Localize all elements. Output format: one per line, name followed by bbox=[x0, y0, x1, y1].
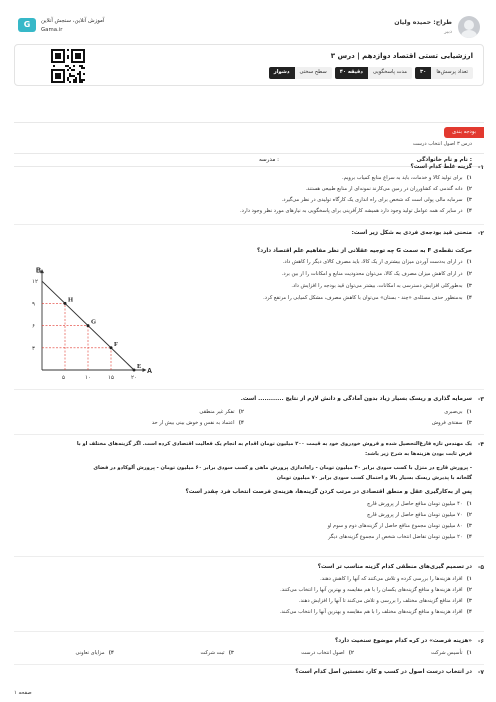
x-tick-label: ۱۰ bbox=[85, 375, 91, 381]
question-3 bbox=[14, 392, 484, 432]
question-6 bbox=[14, 634, 484, 662]
x-tick-label: ۱۵ bbox=[108, 375, 114, 381]
question-number: ۴- bbox=[477, 441, 484, 448]
x-axis-label: A bbox=[146, 368, 153, 375]
option-2[interactable]: ۲)اصول انتخاب درست bbox=[301, 650, 354, 656]
exam-title: ارزشیابی تستی اقتصاد دوازدهم | درس ۳ bbox=[330, 52, 473, 60]
question-number: ۵- bbox=[477, 564, 484, 571]
qr-code-icon bbox=[51, 49, 85, 83]
point-f bbox=[110, 346, 113, 349]
budget-constraint-graph bbox=[20, 258, 160, 386]
point-label: E bbox=[137, 363, 142, 370]
option-4[interactable]: ۴)افراد هزینه‌ها و منافع گزینه‌های مختلف را با هم مقایسه و بهترین آنها را انتخاب می‌کنند. bbox=[279, 609, 472, 615]
option-2[interactable]: ۲)در ازای کاهش میزان مصرف یک کالا، می‌توان محدودیت منابع و امکانات را از بین برد. bbox=[281, 271, 472, 277]
y-tick-label: ۱۲ bbox=[32, 279, 38, 286]
x-axis-arrow-icon bbox=[143, 368, 147, 372]
option-3[interactable]: ۳)سفتهٔ‌ی فروش bbox=[431, 420, 472, 426]
divider bbox=[14, 224, 484, 225]
student-name-label: نام و نام خانوادگی : bbox=[416, 157, 472, 163]
option-3[interactable]: ۳)۸۰ میلیون تومان مجموع منافع حاصل از گزینه‌های دوم و سوم او bbox=[327, 523, 472, 529]
option-2[interactable]: ۲)افراد هزینه‌ها و منافع گزینه‌های یکسان را با هم مقایسه و بهترین آنها را انتخاب می‌کنند. bbox=[280, 587, 472, 593]
option-4[interactable]: ۴)اعتماد به نفس و خوش بینی بیش از حد bbox=[151, 420, 244, 426]
stat-value: ۳۰ bbox=[415, 67, 431, 79]
divider bbox=[14, 389, 484, 390]
brand-tagline: آموزش آنلاین، سنجش آنلاین bbox=[41, 18, 105, 24]
option-4[interactable]: ۴)به‌منظور حذف مسئله‌ی «چند - بستان» می‌توان با کاهش مصرف، مشکل کمیابی را مرتفع کرد. bbox=[263, 295, 472, 301]
question-text: در تصمیم گیری‌های منطقی کدام گزینه مناسب تر است؟ bbox=[317, 564, 472, 570]
gama-logo-icon: G bbox=[18, 18, 36, 32]
question-text-4: گلخانه با پذیرش ریسک بسیار بالا و احتمال کسب سودی برابر ۷۰ میلیون تومان bbox=[276, 475, 472, 481]
stat-value: ۴۰ دقیقه bbox=[335, 67, 368, 79]
x-tick-label: ۵ bbox=[62, 375, 65, 381]
exam-info-card bbox=[14, 44, 484, 86]
point-g bbox=[87, 324, 90, 327]
option-4[interactable]: ۴)در سایر که همه عوامل تولید وجود دارد همیشه کارآفرینی برای پاسخگویی به نیازهای مورد نظر وجود دارد. bbox=[239, 208, 472, 214]
option-2[interactable]: ۲)۷۰ میلیون تومان منافع حاصل از پرورش قارچ bbox=[366, 512, 472, 518]
question-number: ۲- bbox=[477, 230, 484, 237]
stat-label: تعداد پرسش‌ها bbox=[431, 67, 473, 79]
page-footer bbox=[14, 690, 484, 700]
option-3[interactable]: ۳)افراد منافع گزینه‌های مختلف را بررسی و تلاش می‌کنند تا آنها را افزایش دهند. bbox=[298, 598, 472, 604]
stat-difficulty bbox=[269, 67, 332, 79]
question-1 bbox=[14, 160, 484, 222]
stat-duration bbox=[335, 67, 412, 79]
point-e bbox=[133, 369, 136, 372]
option-1[interactable]: ۱)برای تولید کالا و خدمات، باید به سراغ منابع کمیاب برویم. bbox=[341, 175, 472, 181]
option-2[interactable]: ۲)تفکر غیر منطقی bbox=[199, 409, 244, 415]
question-text: منحنی قید بودجه‌ی فردی به شکل زیر است: bbox=[351, 230, 472, 236]
divider bbox=[14, 664, 484, 665]
question-text-2: فرض ثابت بودن هزینه‌ها به شرح زیر باشد: bbox=[365, 451, 472, 457]
option-2[interactable]: ۲)دانه گندمی که کشاورزان در زمین می‌کارند نمونه‌ای از منابع طبیعی هستند. bbox=[305, 186, 472, 192]
y-tick-label: ۳ bbox=[32, 345, 35, 352]
section-tag: بودجه بندی bbox=[444, 127, 484, 138]
question-subtext: پس از به‌کارگیری عقل و منطق اقتصادی در مرتب کردن گزینه‌ها، هزینه‌ی فرصت انتخاب فرد چقدر است؟ bbox=[185, 489, 472, 495]
point-label: H bbox=[68, 296, 74, 304]
brand-url[interactable]: Gama.ir bbox=[41, 27, 63, 34]
y-tick-label: ۶ bbox=[32, 323, 35, 330]
question-number: ۶- bbox=[477, 638, 484, 645]
page-number: صفحه ۱ bbox=[14, 690, 32, 696]
y-tick-label: ۹ bbox=[32, 301, 35, 308]
point-h bbox=[64, 302, 67, 305]
x-tick-label: ۲۰ bbox=[131, 375, 137, 381]
section-bar bbox=[14, 122, 484, 152]
author-avatar bbox=[458, 16, 480, 38]
question-5 bbox=[14, 560, 484, 630]
option-4[interactable]: ۴)۲۰ میلیون تومان تفاضل انتخاب شخص از مجموع گزینه‌های دیگر bbox=[328, 534, 472, 540]
exam-stats bbox=[269, 67, 473, 79]
author-block bbox=[394, 19, 452, 36]
section-description: درس ۳ اصول انتخاب درست bbox=[412, 141, 472, 147]
question-4 bbox=[14, 437, 484, 555]
option-4[interactable]: ۴)مزایای تعاونی bbox=[75, 650, 114, 656]
divider bbox=[14, 556, 484, 557]
question-text: گزینه غلط کدام است؟ bbox=[410, 164, 472, 170]
stat-question-count bbox=[415, 67, 473, 79]
point-label: G bbox=[91, 318, 97, 326]
brand-block[interactable] bbox=[18, 18, 104, 35]
author-name: طراح: حمیده ولیان bbox=[394, 19, 452, 26]
option-1[interactable]: ۱)افراد هزینه‌ها را بررسی کرده و تلاش می‌کنند که آنها را کاهش دهند. bbox=[320, 576, 472, 582]
option-3[interactable]: ۳)ثبت شرکت bbox=[200, 650, 234, 656]
question-text: سرمایه گذاری و ریسک بسیار زیاد بدون آمادگی و دانش لازم از نتایج ............ است. bbox=[240, 396, 472, 402]
question-number: ۷- bbox=[477, 669, 484, 676]
option-1[interactable]: ۱)تأسیس شرکت bbox=[431, 650, 472, 656]
stat-value: دشوار bbox=[269, 67, 295, 79]
question-number: ۳- bbox=[477, 396, 484, 403]
page-header bbox=[14, 12, 484, 48]
author-role: دبیر bbox=[444, 29, 452, 36]
question-text: در انتخاب درست اصول در کسب و کار، نخستین اصل کدام است؟ bbox=[295, 669, 472, 675]
stat-label: مدت پاسخگویی bbox=[368, 67, 412, 79]
option-1[interactable]: ۱)بی‌صبری bbox=[444, 409, 472, 415]
school-label: مدرسه : bbox=[259, 157, 279, 163]
question-7 bbox=[14, 667, 484, 681]
option-1[interactable]: ۱)۴۰ میلیون تومان منافع حاصل از پرورش قارچ bbox=[366, 501, 472, 507]
question-text: «هزینه فرصت» در کره کدام موضوع سنخیت دارد؟ bbox=[335, 638, 472, 644]
question-text: یک مهندس تازه فارغ‌التحصیل شده و فروش خودروی خود به قیمت ۲۰۰ میلیون تومان اقدام به انجام یک فعالیت اقتصادی کرده است. اگر گزینه‌های مختلف او با bbox=[76, 441, 472, 447]
divider bbox=[14, 434, 484, 435]
question-subtext: حرکت نقطه‌ی F به سمت G چه توجیه عقلانی از نظر مفاهیم علم اقتصاد دارد؟ bbox=[256, 248, 472, 254]
option-1[interactable]: ۱)در ازای به‌دست آوردن میزان بیشتری از یک کالا، باید مصرف کالای دیگر را کاهش داد. bbox=[282, 259, 472, 265]
option-3[interactable]: ۳)سرمایه مالی پولی است که شخص برای راه اندازی یک کارگاه تولیدی در نظر می‌گیرد. bbox=[281, 197, 472, 203]
divider bbox=[14, 631, 484, 632]
question-number: ۱- bbox=[477, 164, 484, 171]
stat-label: سطح سختی bbox=[295, 67, 332, 79]
y-axis-label: B bbox=[36, 267, 42, 275]
question-text-3: - پرورش قارچ در منزل با کسب سودی برابر ۴۰ میلیون تومان - راه‌اندازی پرورش ماهی و کسب سودی برابر ۶۰ میلیون تومان - پرورش آلوکادو در فضای bbox=[93, 465, 472, 471]
point-label: F bbox=[114, 340, 118, 348]
option-3[interactable]: ۳)به‌طورکلی افزایش دسترسی به امکانات، بیشتر می‌توان قید بودجه را افزایش داد. bbox=[291, 283, 472, 289]
